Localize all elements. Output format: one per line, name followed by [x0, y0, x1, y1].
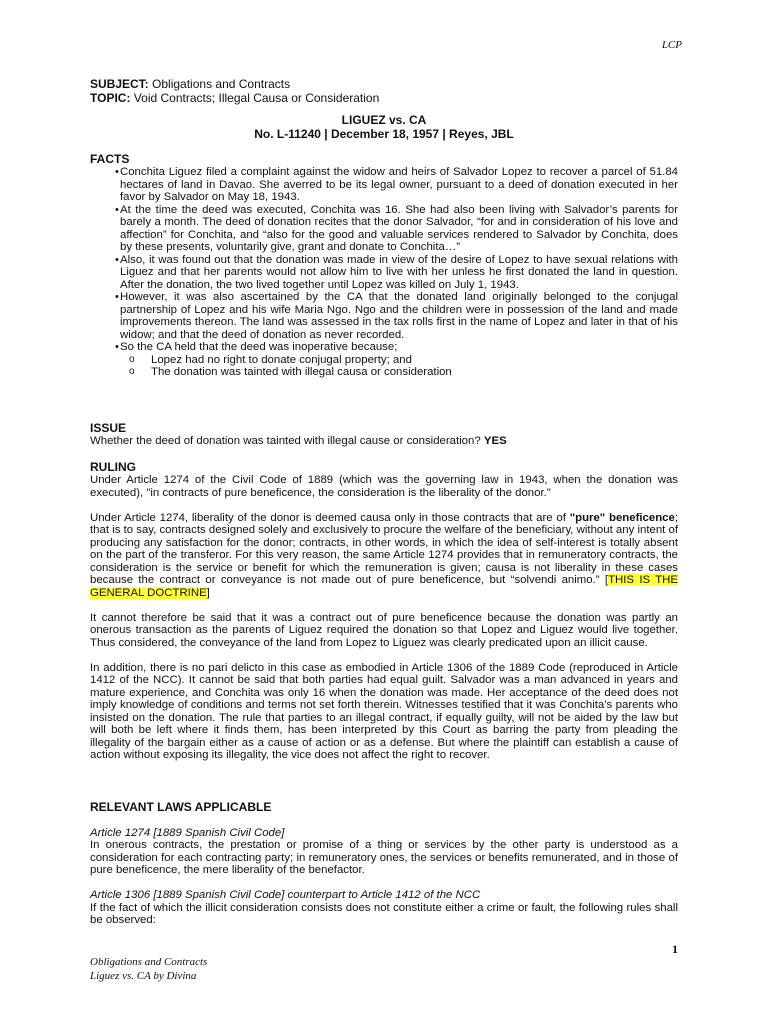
issue-answer: YES — [483, 435, 507, 447]
facts-list — [90, 166, 678, 379]
case-title: LIGUEZ vs. CA — [341, 113, 427, 127]
facts-bullet: • So the CA held that the deed was inoperative because; — [90, 341, 678, 354]
ruling-paragraph-2 — [90, 512, 678, 600]
case-title-block — [90, 113, 678, 141]
header-initials: LCP — [661, 39, 682, 51]
ruling-heading: RULING — [90, 460, 136, 474]
facts-sub-bullet: o The donation was tainted with illegal causa or consideration — [60, 366, 678, 379]
general-doctrine-highlight: THIS IS THE GENERAL DOCTRINE — [90, 574, 678, 599]
facts-section — [90, 152, 678, 379]
ruling-paragraph-1: Under Article 1274 of the Civil Code of 1889 (which was the governing law in 1943, when the donation was executed), "in contracts of pure beneficence, the consideration is the liberality of the donor." — [90, 474, 678, 499]
facts-bullet: • At the time the deed was executed, Conchita was 16. She had also been living with Salvador’s parents for barely a month. The deed of donation recites that the donor Salvador, “for and in consideration of his love and affection” for Conchita, and “also for the good and valuable services rendered to Salvador by Conchita, does by these presents, voluntarily give, grant and donate to Conchita…” — [90, 204, 678, 254]
subject-block — [90, 77, 678, 105]
facts-bullet: • Conchita Liguez filed a complaint against the widow and heirs of Salvador Lopez to recover a parcel of 51.84 hectares of land in Davao. She averred to be its legal owner, pursuant to a deed of donation executed in her favor by Salvador on May 18, 1943. — [90, 166, 678, 204]
case-citation: No. L-11240 | December 18, 1957 | Reyes, JBL — [254, 127, 514, 141]
subject-label: SUBJECT: — [90, 77, 149, 91]
issue-question: Whether the deed of donation was tainted with illegal cause or consideration? — [90, 435, 481, 447]
ruling-p2-text-c: ] — [206, 586, 210, 599]
footer-line-2: Liguez vs. CA by Divina — [90, 970, 197, 982]
article-1306-title: Article 1306 [1889 Spanish Civil Code] counterpart to Article 1412 of the NCC — [90, 889, 481, 901]
ruling-paragraph-4: In addition, there is no pari delicto in this case as embodied in Article 1306 of the 1889 Code (reproduced in Article 1412 of the NCC). It cannot be said that both parties had equal guilt. Salvador was a man advanced in years and mature experience, and Conchita was only 16 when the donation was made. Her acceptance of the deed does not imply knowledge of conditions and terms not set forth therein. Witnesses testified that it was Conchita’s parents who insisted on the donation. The rule that parties to an illegal contract, if equally guilty, will not be aided by the law but will both be left where it finds them, has been interpreted by this Court as barring the party from pleading the illegality of the bargain either as a cause of action or as a defense. But where the plaintiff can establish a cause of action without exposing its illegality, the vice does not affect the right to recover. — [90, 661, 678, 761]
facts-sub-list — [90, 354, 678, 379]
facts-heading: FACTS — [90, 152, 130, 166]
laws-heading: RELEVANT LAWS APPLICABLE — [90, 800, 272, 814]
issue-text — [90, 435, 678, 448]
issue-section — [90, 421, 678, 448]
subject-value: Obligations and Contracts — [152, 77, 291, 91]
ruling-p2-bold: "pure" beneficence — [569, 511, 675, 524]
article-1274-title: Article 1274 [1889 Spanish Civil Code] — [90, 826, 285, 839]
ruling-section — [90, 460, 678, 762]
ruling-paragraph-3: It cannot therefore be said that it was a contract out of pure beneficence because the donation was partly an onerous transaction as the parents of Liguez required the donation so that Lopez and Liguez would live together. Thus considered, the conveyance of the land from Lopez to Liguez was clearly predicated upon an illicit cause. — [90, 611, 678, 649]
topic-line — [90, 91, 678, 105]
article-1306-text: If the fact of which the illicit consideration consists does not constitute either a crime or fault, the following rules shall be observed: — [90, 901, 678, 926]
relevant-laws-section — [90, 800, 678, 927]
facts-bullet: • However, it was also ascertained by the CA that the donated land originally belonged to the conjugal partnership of Lopez and his wife Maria Ngo. Ngo and the children were in possession of the land and made improvements thereon. The land was assessed in the tax rolls first in the name of Lopez and later in that of his widow; and that the deed of donation as never recorded. — [90, 291, 678, 341]
ruling-p2-text-a: Under Article 1274, liberality of the donor is deemed causa only in those contracts that are of — [90, 511, 566, 524]
topic-value: Void Contracts; Illegal Causa or Consideration — [133, 91, 380, 105]
page-number: 1 — [672, 942, 678, 956]
subject-line — [90, 77, 678, 91]
facts-bullet: • Also, it was found out that the donation was made in view of the desire of Lopez to have sexual relations with Liguez and that her parents would not allow him to live with her unless he first donated the land in question. After the donation, the two lived together until Lopez was killed on July 1, 1943. — [90, 254, 678, 292]
footer — [90, 955, 207, 983]
topic-label: TOPIC: — [90, 91, 131, 105]
facts-sub-bullet: o Lopez had no right to donate conjugal property; and — [60, 354, 678, 367]
article-1274-text: In onerous contracts, the prestation or promise of a thing or services by the other party is understood as a consideration for each contracting party; in remuneratory ones, the services or benefits remunerated, and in those of pure beneficence, the mere liberality of the benefactor. — [90, 839, 678, 876]
issue-heading: ISSUE — [90, 421, 127, 435]
ruling-p2-text-b: ; that is to say, contracts designed solely and exclusively to procure the welfare of the beneficiary, without any intent of producing any satisfaction for the donor; contracts, in other words, in which the idea of self-interest is totally absent on the part of the transferor. For this very reason, the same Article 1274 provides that in remuneratory contracts, the consideration is the service or benefit for which the remuneration is given; causa is not liberality in these cases because the contract or conveyance is not made out of pure beneficence, but “solvendi animo.” [ — [90, 511, 678, 586]
footer-line-1: Obligations and Contracts — [90, 956, 208, 968]
